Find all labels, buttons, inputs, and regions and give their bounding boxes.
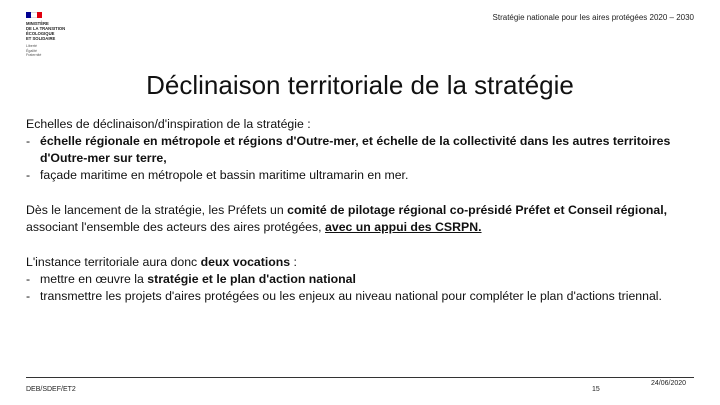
text-run-bold: deux vocations (200, 255, 291, 269)
document-header: Stratégie nationale pour les aires protégées 2020 – 2030 (492, 13, 694, 22)
text-run: associant l'ensemble des acteurs des aires protégées, (26, 220, 326, 234)
slide-body (26, 116, 698, 305)
motto-line: Égalité (26, 48, 37, 53)
ministry-logo (26, 12, 86, 58)
page-number: 15 (592, 386, 600, 393)
text-run: L'instance territoriale aura donc (26, 255, 201, 269)
scales-intro: Echelles de déclinaison/d'inspiration de la stratégie : (26, 117, 311, 131)
footer-date: 24/06/2020 (651, 380, 687, 387)
motto-line: Fraternité (26, 53, 42, 58)
list-item (26, 133, 698, 167)
french-flag-icon (26, 12, 42, 18)
list-item (26, 288, 698, 305)
text-run: : (290, 255, 297, 269)
footer-department: DEB/SDEF/ET2 (26, 386, 76, 393)
motto-line: Liberté (26, 44, 37, 48)
list-item-text: échelle régionale en métropole et régions d'Outre-mer, et échelle de la collectivité dans les autres territoires d'Outre-mer sur terre, (40, 134, 671, 165)
bullet-dash: - (26, 272, 31, 286)
bullet-dash: - (26, 168, 31, 182)
bullet-dash: - (26, 289, 31, 303)
list-item-text: façade maritime en métropole et bassin maritime ultramarin en mer. (40, 168, 409, 182)
ministry-name-line: DE LA TRANSITION (26, 26, 66, 31)
vocations-intro (26, 254, 698, 271)
footer-divider (26, 377, 694, 378)
list-item-text: transmettre les projets d'aires protégées ou les enjeux au niveau national pour compléter le plan d'actions triennal. (40, 289, 662, 303)
text-run-bold: stratégie et le plan d'action national (147, 272, 356, 286)
list-item (26, 271, 698, 288)
flag-red-stripe (37, 12, 42, 18)
ministry-name-line: ÉCOLOGIQUE (26, 31, 55, 36)
republic-motto (26, 44, 86, 58)
list-item (26, 167, 698, 184)
ministry-name-line: MINISTÈRE (26, 21, 49, 26)
ministry-name-line: ET SOLIDAIRE (26, 36, 56, 41)
list-item-text (40, 271, 356, 288)
steering-committee-paragraph (26, 202, 698, 236)
text-run: Dès le lancement de la stratégie, les Préfets un (26, 203, 288, 217)
text-run-bold: comité de pilotage régional co-présidé Préfet et Conseil régional, (287, 203, 668, 217)
bullet-dash: - (26, 134, 31, 148)
slide-title: Déclinaison territoriale de la stratégie (146, 70, 574, 100)
text-run-bold-underline: avec un appui des CSRPN. (325, 220, 482, 234)
ministry-name (26, 21, 86, 41)
text-run: mettre en œuvre la (40, 272, 148, 286)
